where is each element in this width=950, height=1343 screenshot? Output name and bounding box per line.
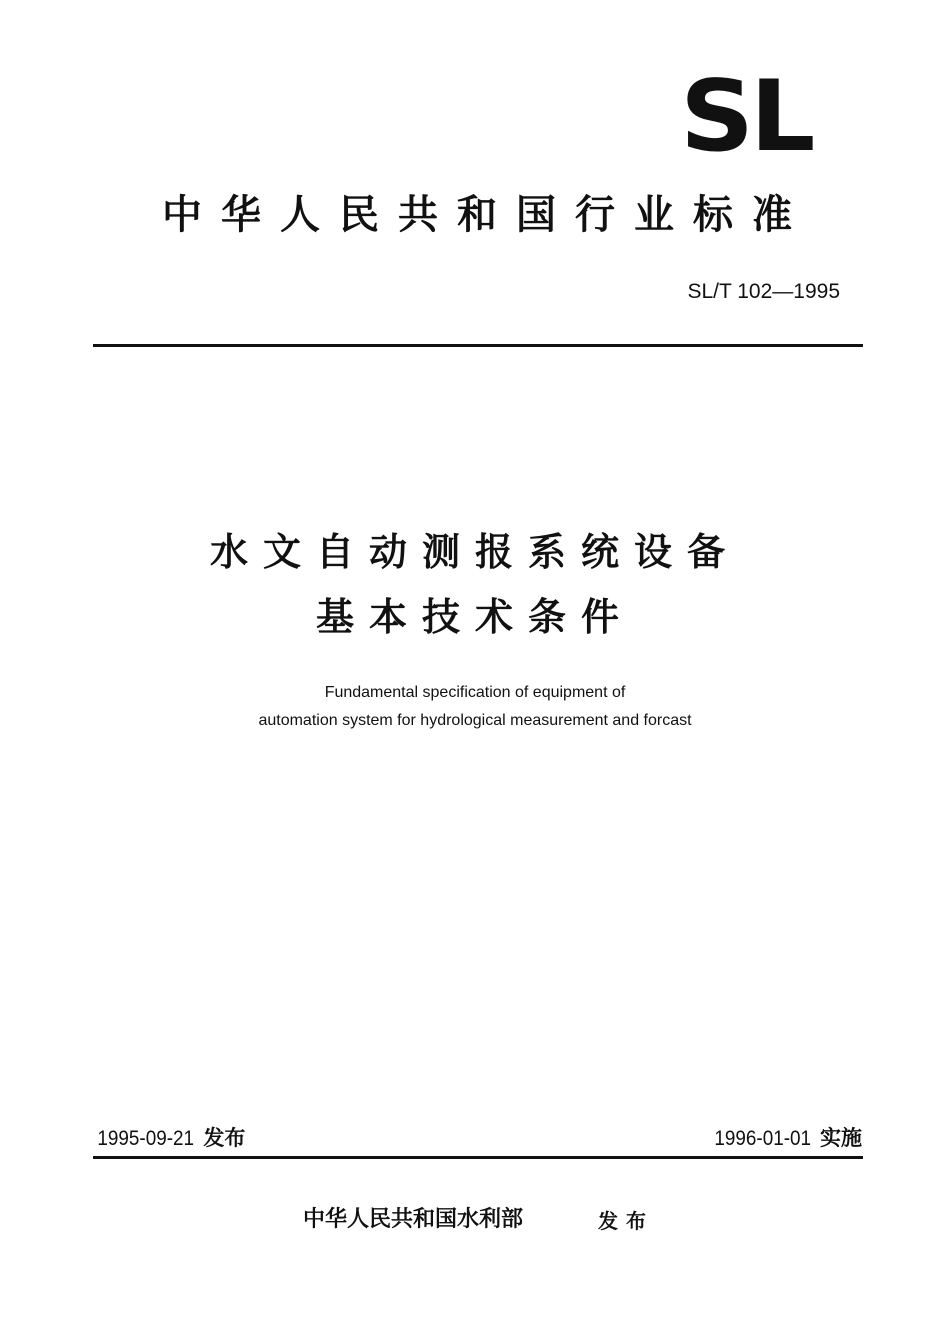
chinese-title-line-2: 基本技术条件 bbox=[315, 595, 634, 639]
publisher-name: 中华人民共和国水利部 bbox=[303, 1207, 524, 1232]
implement-label: 实施 bbox=[820, 1126, 862, 1150]
bottom-divider bbox=[93, 1156, 863, 1159]
english-title-line-1: Fundamental specification of equipment of bbox=[324, 684, 626, 701]
implement-date: 1996-01-01 bbox=[713, 1127, 811, 1150]
issue-label: 发布 bbox=[203, 1126, 246, 1150]
english-title-line-2: automation system for hydrological measurement and forcast bbox=[258, 712, 692, 729]
standard-category-title: 中华人民共和国行业标准 bbox=[162, 192, 811, 238]
implement-date-block bbox=[600, 1123, 862, 1154]
sl-logo: SL bbox=[680, 60, 812, 174]
issue-date-block bbox=[92, 1123, 245, 1154]
publisher-label: 发布 bbox=[598, 1209, 654, 1233]
chinese-title-line-1: 水文自动测报系统设备 bbox=[209, 530, 740, 574]
issue-date: 1995-09-21 bbox=[97, 1127, 195, 1150]
standard-code: SL/T 102—1995 bbox=[687, 280, 840, 303]
top-divider bbox=[93, 344, 863, 347]
